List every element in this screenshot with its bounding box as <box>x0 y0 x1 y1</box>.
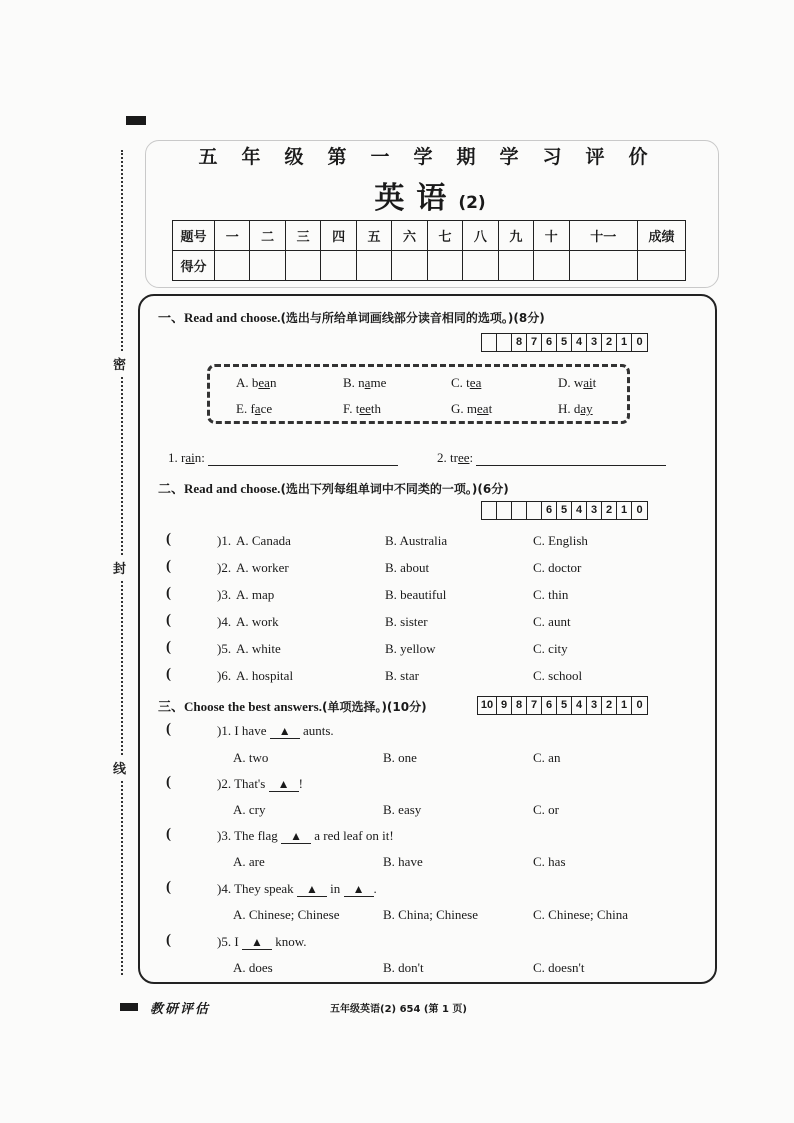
option-b: B. sister <box>385 614 428 629</box>
score-input-cell[interactable] <box>356 251 391 281</box>
section2-title-en: 二、Read and choose. <box>158 481 281 496</box>
score-cell: 一 <box>215 221 250 251</box>
score-cell: 九 <box>498 221 533 251</box>
score-cell: 三 <box>285 221 320 251</box>
binding-mark-2: 封 <box>113 556 126 579</box>
exam-supertitle: 五年级第一学期学习评价 <box>198 146 672 168</box>
score-box[interactable]: 2 <box>602 334 617 351</box>
score-box[interactable]: 6 <box>542 697 557 714</box>
score-input-cell[interactable] <box>215 251 250 281</box>
score-box[interactable] <box>497 502 512 519</box>
footer-mark <box>120 1003 138 1011</box>
score-cell: 七 <box>427 221 462 251</box>
question-stem: )5. I ▲ know. <box>217 934 307 949</box>
answer-blank[interactable] <box>476 452 666 466</box>
score-input-cell[interactable] <box>534 251 569 281</box>
blank-triangle-icon: ▲ <box>242 935 272 950</box>
score-table <box>172 220 686 281</box>
score-box[interactable]: 4 <box>572 502 587 519</box>
footer-publisher: 教研评估 <box>150 1002 211 1017</box>
score-cell: 五 <box>356 221 391 251</box>
score-box[interactable]: 1 <box>617 697 632 714</box>
option-c: C. doctor <box>533 560 582 575</box>
answer-paren[interactable]: ( <box>166 558 171 574</box>
option-a: A. two <box>233 750 269 765</box>
score-cell: 成绩 <box>638 221 686 251</box>
question-stem: )1. I have ▲ aunts. <box>217 723 334 738</box>
score-box[interactable]: 2 <box>602 502 617 519</box>
score-cell: 六 <box>392 221 427 251</box>
option-a: A. white <box>236 641 281 656</box>
subject-suffix: (2) <box>458 193 486 213</box>
score-input-cell[interactable] <box>250 251 285 281</box>
score-box[interactable]: 7 <box>527 697 542 714</box>
score-box[interactable] <box>527 502 542 519</box>
answer-blank[interactable] <box>208 452 398 466</box>
score-box[interactable]: 0 <box>636 504 643 516</box>
option-c: C. or <box>533 802 559 817</box>
answer-paren[interactable]: ( <box>166 531 171 547</box>
option-a: A. hospital <box>236 668 294 683</box>
score-cell: 二 <box>250 221 285 251</box>
option-a: A. does <box>233 960 273 975</box>
answer-paren[interactable]: ( <box>166 612 171 628</box>
option-c: C. has <box>533 854 566 869</box>
score-cell: 题号 <box>173 221 215 251</box>
option-a: A. cry <box>233 802 266 817</box>
score-cell: 得分 <box>173 251 215 281</box>
word-option-b: B. name <box>343 375 387 390</box>
option-c: C. an <box>533 750 561 765</box>
score-box[interactable]: 4 <box>572 334 587 351</box>
score-box[interactable]: 5 <box>557 502 572 519</box>
score-box[interactable] <box>482 334 497 351</box>
score-box[interactable]: 3 <box>587 334 602 351</box>
answer-paren[interactable]: ( <box>166 585 171 601</box>
score-input-cell[interactable] <box>498 251 533 281</box>
option-a: A. are <box>233 854 265 869</box>
score-input-cell[interactable] <box>638 251 686 281</box>
footer-page-info: 五年级英语(2) 654 (第 1 页) <box>330 1004 467 1015</box>
answer-paren[interactable]: ( <box>166 774 171 790</box>
option-c: C. doesn't <box>533 960 585 975</box>
score-box[interactable]: 1 <box>617 334 632 351</box>
score-box[interactable]: 0 <box>636 336 643 348</box>
score-box[interactable]: 10 <box>478 697 497 714</box>
score-box[interactable]: 6 <box>542 334 557 351</box>
score-cell: 四 <box>321 221 356 251</box>
section2-title <box>158 478 509 497</box>
option-a: A. worker <box>236 560 289 575</box>
answer-paren[interactable]: ( <box>166 879 171 895</box>
blank-triangle-icon: ▲ <box>297 882 327 897</box>
score-box[interactable] <box>512 502 527 519</box>
option-a: A. work <box>236 614 279 629</box>
word-option-a: A. bean <box>236 375 277 390</box>
option-c: C. school <box>533 668 583 683</box>
score-input-cell[interactable] <box>463 251 498 281</box>
binding-mark-1: 密 <box>113 352 126 375</box>
score-box[interactable] <box>497 334 512 351</box>
score-input-cell[interactable] <box>321 251 356 281</box>
corner-mark <box>126 116 146 125</box>
option-b: B. about <box>385 560 430 575</box>
option-a: A. Chinese; Chinese <box>233 907 340 922</box>
word-option-h: H. day <box>558 401 593 416</box>
score-cell: 八 <box>463 221 498 251</box>
score-cell: 十 <box>534 221 569 251</box>
section1-title-en: 一、Read and choose. <box>158 310 281 325</box>
score-box[interactable]: 5 <box>557 697 572 714</box>
question-stem: )3. The flag ▲ a red leaf on it! <box>217 828 394 843</box>
option-b: B. China; Chinese <box>383 907 478 922</box>
section1-question-2: 2. tree: <box>437 450 666 466</box>
score-box[interactable]: 7 <box>527 334 542 351</box>
option-c: C. aunt <box>533 614 571 629</box>
section3-title <box>158 696 427 715</box>
score-input-cell[interactable] <box>427 251 462 281</box>
score-input-cell[interactable] <box>569 251 637 281</box>
option-b: B. easy <box>383 802 422 817</box>
option-c: C. Chinese; China <box>533 907 628 922</box>
section1-title <box>158 307 545 326</box>
score-table-score-row <box>173 251 686 281</box>
score-box[interactable]: 2 <box>602 697 617 714</box>
score-box[interactable]: 9 <box>497 697 512 714</box>
answer-paren[interactable]: ( <box>166 639 171 655</box>
word-option-d: D. wait <box>558 375 597 390</box>
option-b: B. one <box>383 750 417 765</box>
score-box[interactable]: 6 <box>542 502 557 519</box>
score-cell: 十一 <box>569 221 637 251</box>
blank-triangle-icon: ▲ <box>269 777 299 792</box>
blank-triangle-icon: ▲ <box>344 882 374 897</box>
option-b: B. don't <box>383 960 424 975</box>
option-b: B. yellow <box>385 641 436 656</box>
score-box[interactable] <box>482 502 497 519</box>
score-box[interactable]: 8 <box>512 697 527 714</box>
section1-score-boxes <box>481 333 648 352</box>
word-option-f: F. teeth <box>343 401 381 416</box>
score-box[interactable]: 0 <box>636 699 643 711</box>
score-box[interactable]: 3 <box>587 502 602 519</box>
section3-title-en: 三、Choose the best answers. <box>158 699 322 714</box>
option-a: A. map <box>236 587 275 602</box>
binding-mark-3: 线 <box>113 756 126 779</box>
question-stem: )4. They speak ▲ in ▲ . <box>217 881 377 896</box>
score-box[interactable]: 5 <box>557 334 572 351</box>
option-a: A. Canada <box>236 533 291 548</box>
section1-title-cn: (选出与所给单词画线部分读音相同的选项。)(8分) <box>280 311 545 325</box>
word-option-c: C. tea <box>451 375 482 390</box>
section3-score-boxes <box>477 696 648 715</box>
section2-title-cn: (选出下列每组单词中不同类的一项。)(6分) <box>280 482 509 496</box>
exam-title <box>330 173 530 217</box>
section1-question-1: 1. rain: <box>168 450 398 466</box>
answer-paren[interactable]: ( <box>166 932 171 948</box>
score-input-cell[interactable] <box>392 251 427 281</box>
section2-score-boxes <box>481 501 648 520</box>
score-box[interactable]: 4 <box>572 697 587 714</box>
answer-paren[interactable]: ( <box>166 721 171 737</box>
blank-triangle-icon: ▲ <box>270 724 300 739</box>
score-box[interactable]: 8 <box>512 334 527 351</box>
option-b: B. have <box>383 854 423 869</box>
score-box[interactable]: 1 <box>617 502 632 519</box>
exam-page: 密 封 线 五年级第一学期学习评价 英语(2) 题号 一 二 三 四 五 六 七 八 九 十 十一 成绩 得分 一、Read and choose.(选出与所给单词画线部分读音相同的选项。)(8分) 8 7 6 5 4 3 2 1 0 A. bean B. name C. tea D. wait E. face F. teeth G. meat H. day 1. rain: 2. tree: 二、Read and choose.(选出下列每组单词中不同类的一项。)(6分) 6 5 4 3 2 1 0 ( )1. A. Canada B. Australia C. English ( )2. A. worker B. about C. doctor ( )3. A. map B. beautiful C. thin ( )4. A. work B. sister C. aunt ( )5. A. white B. yellow C. city ( )6. A. hospital B. star C. school 三、Choose the best answers.(单项选择。)(10分) 10 9 8 7 6 5 4 3 2 1 0 ( )1. I have ▲ aunts. A. two B. one C. an ( )2. That's ▲ ! A. cry B. easy C. or ( )3. The flag ▲ a red leaf on it! A. are B. have C. has ( )4. They speak ▲ in ▲ . A. Chinese; Chinese B. China; Chinese C. Chinese; China ( )5. I ▲ know. A. does B. don't C. doesn't 教研评估 五年级英语(2) 654 (第 1 页) <box>0 0 794 1123</box>
question-stem: )2. That's ▲ ! <box>217 776 303 791</box>
option-b: B. Australia <box>385 533 448 548</box>
answer-paren[interactable]: ( <box>166 826 171 842</box>
blank-triangle-icon: ▲ <box>281 829 311 844</box>
option-b: B. star <box>385 668 419 683</box>
word-option-g: G. meat <box>451 401 493 416</box>
word-option-e: E. face <box>236 401 273 416</box>
option-c: C. city <box>533 641 568 656</box>
option-c: C. thin <box>533 587 569 602</box>
score-box[interactable]: 3 <box>587 697 602 714</box>
answer-paren[interactable]: ( <box>166 666 171 682</box>
option-c: C. English <box>533 533 588 548</box>
score-table-header-row <box>173 221 686 251</box>
option-b: B. beautiful <box>385 587 447 602</box>
score-input-cell[interactable] <box>285 251 320 281</box>
section3-title-cn: (单项选择。)(10分) <box>321 700 427 714</box>
subject-title: 英语 <box>374 181 459 216</box>
